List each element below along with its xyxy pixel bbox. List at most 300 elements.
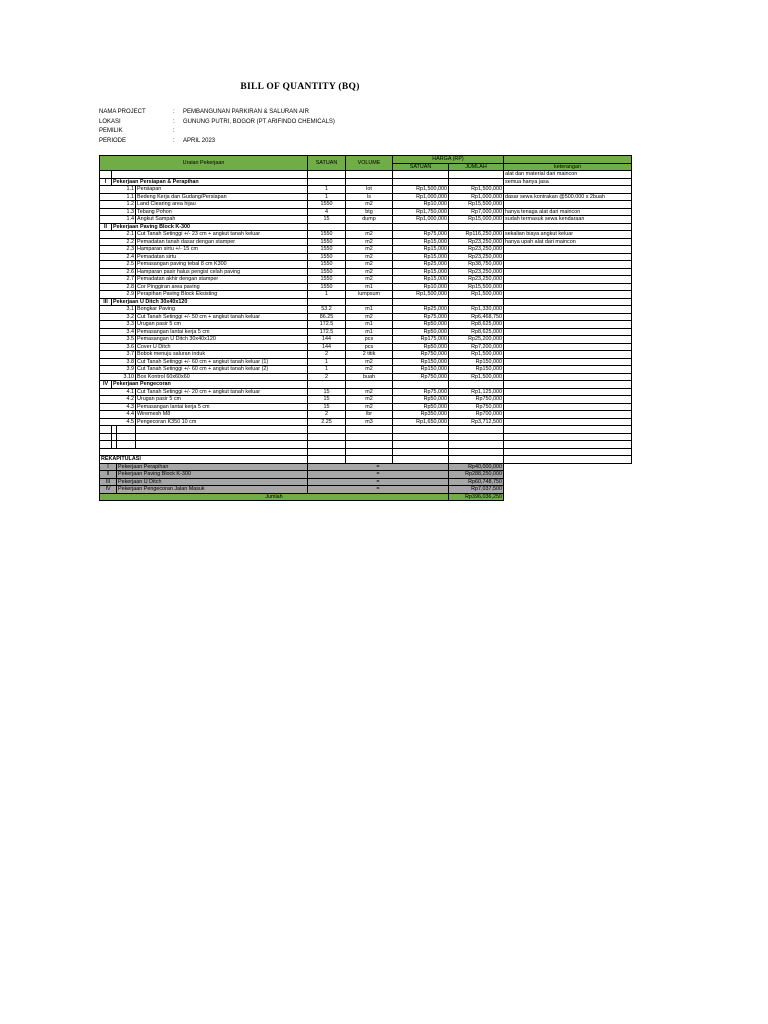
item-harga-satuan: Rp15,000 xyxy=(393,253,449,261)
item-description: Cut Tanah Setinggi +/- 23 cm + angkut tanah keluar xyxy=(136,231,308,239)
item-description: Pemasangan U Ditch 30x40x120 xyxy=(136,336,308,344)
item-satuan: 1550 xyxy=(308,261,346,269)
item-harga-satuan: Rp1,000,000 xyxy=(393,216,449,224)
item-satuan: 1550 xyxy=(308,231,346,239)
header-satuan: SATUAN xyxy=(308,156,346,171)
item-volume: m1 xyxy=(346,328,393,336)
table-cell xyxy=(449,178,504,186)
table-cell xyxy=(449,171,504,179)
item-satuan: 1550 xyxy=(308,268,346,276)
item-satuan: 2.25 xyxy=(308,418,346,426)
item-row xyxy=(100,246,632,254)
rekap-blank xyxy=(504,493,632,501)
rekap-number: III xyxy=(100,478,117,486)
rekap-number: IV xyxy=(100,486,117,494)
header-blank xyxy=(504,156,632,164)
table-cell xyxy=(308,171,346,179)
rekap-blank xyxy=(504,463,632,471)
info-row xyxy=(99,127,335,137)
table-cell xyxy=(393,171,449,179)
item-harga-satuan: Rp1,500,000 xyxy=(393,291,449,299)
item-keterangan xyxy=(504,253,632,261)
item-row xyxy=(100,336,632,344)
item-harga-satuan: Rp1,650,000 xyxy=(393,418,449,426)
table-cell xyxy=(308,223,346,231)
item-satuan: 15 xyxy=(308,216,346,224)
item-harga-satuan: Rp15,000 xyxy=(393,246,449,254)
header-harga: HARGA (RP) xyxy=(393,156,504,164)
item-keterangan xyxy=(504,306,632,314)
info-separator: : xyxy=(173,118,175,125)
table-cell xyxy=(100,433,112,441)
item-row xyxy=(100,306,632,314)
item-volume: m2 xyxy=(346,403,393,411)
item-satuan: 1550 xyxy=(308,238,346,246)
table-cell xyxy=(393,223,449,231)
item-number: 2.5 xyxy=(100,261,136,269)
item-number: 2.6 xyxy=(100,268,136,276)
item-row xyxy=(100,261,632,269)
item-harga-satuan: Rp50,000 xyxy=(393,403,449,411)
table-cell xyxy=(393,448,449,456)
table-cell xyxy=(308,298,346,306)
rekap-row xyxy=(100,463,632,471)
table-cell xyxy=(136,433,308,441)
item-row xyxy=(100,253,632,261)
table-cell xyxy=(449,441,504,449)
rekap-label: Pekerjaan U Ditch xyxy=(117,478,308,486)
table-cell xyxy=(449,381,504,389)
table-cell xyxy=(100,448,308,456)
rekap-jumlah-label: Jumlah xyxy=(100,493,449,501)
item-jumlah: Rp15,000,000 xyxy=(449,216,504,224)
item-jumlah: Rp7,000,000 xyxy=(449,208,504,216)
item-description: Urugan pasir 5 cm xyxy=(136,321,308,329)
item-description: Wiremesh M8 xyxy=(136,411,308,419)
item-jumlah: Rp25,200,000 xyxy=(449,336,504,344)
item-jumlah: Rp1,330,000 xyxy=(449,306,504,314)
table-cell xyxy=(308,448,346,456)
project-info xyxy=(99,108,335,146)
item-number: 1.4 xyxy=(100,216,136,224)
item-volume: m2 xyxy=(346,246,393,254)
item-jumlah: Rp1,125,000 xyxy=(449,388,504,396)
item-volume: ls xyxy=(346,193,393,201)
item-description: Pemasangan paving tebal 8 cm K300 xyxy=(136,261,308,269)
item-row xyxy=(100,268,632,276)
item-jumlah: Rp1,500,000 xyxy=(449,291,504,299)
empty-row xyxy=(100,448,632,456)
item-number: 3.3 xyxy=(100,321,136,329)
item-number: 3.10 xyxy=(100,373,136,381)
item-jumlah: Rp1,500,000 xyxy=(449,186,504,194)
section-number: III xyxy=(100,298,112,306)
item-volume: m2 xyxy=(346,276,393,284)
item-jumlah: Rp15,500,000 xyxy=(449,283,504,291)
table-cell xyxy=(346,448,393,456)
item-description: Pemadatan sirtu xyxy=(136,253,308,261)
keterangan-cell xyxy=(504,298,632,306)
table-cell xyxy=(393,456,449,464)
item-volume: m2 xyxy=(346,261,393,269)
item-volume: dump xyxy=(346,216,393,224)
item-number: 2.2 xyxy=(100,238,136,246)
info-row xyxy=(99,137,335,147)
item-description: Pemasangan lantai kerja 5 cm xyxy=(136,403,308,411)
item-volume: m2 xyxy=(346,366,393,374)
table-cell xyxy=(112,171,308,179)
item-harga-satuan: Rp750,000 xyxy=(393,373,449,381)
item-description: Pemasangan lantai kerja 5 cm xyxy=(136,328,308,336)
table-cell xyxy=(117,441,136,449)
blank-row xyxy=(100,171,632,179)
rekap-label: Pekerjaan Paving Block K-300 xyxy=(117,471,308,479)
item-number: 4.4 xyxy=(100,411,136,419)
item-row xyxy=(100,343,632,351)
rekap-equals: = xyxy=(308,463,449,471)
item-keterangan: sudah termasuk sewa kendaraan xyxy=(504,216,632,224)
item-description: Pemadatan tanah dasar dengan stamper xyxy=(136,238,308,246)
table-cell xyxy=(346,223,393,231)
item-number: 3.1 xyxy=(100,306,136,314)
table-cell xyxy=(449,223,504,231)
section-number: II xyxy=(100,223,112,231)
section-row xyxy=(100,381,632,389)
item-keterangan xyxy=(504,418,632,426)
table-cell xyxy=(346,381,393,389)
table-cell xyxy=(393,298,449,306)
item-jumlah: Rp1,000,000 xyxy=(449,193,504,201)
item-row xyxy=(100,238,632,246)
table-cell xyxy=(449,448,504,456)
item-number: 3.9 xyxy=(100,366,136,374)
item-harga-satuan: Rp50,000 xyxy=(393,343,449,351)
item-volume: pcs xyxy=(346,343,393,351)
item-description: Pengecoran K350 10 cm xyxy=(136,418,308,426)
info-label: NAMA PROJECT xyxy=(99,109,146,115)
rekap-number: II xyxy=(100,471,117,479)
item-description: Cut Tanah Setinggi +/- 20 cm + angkut tanah keluar xyxy=(136,388,308,396)
table-cell xyxy=(393,178,449,186)
table-cell xyxy=(100,171,112,179)
item-row xyxy=(100,358,632,366)
header-jumlah: JUMLAH xyxy=(449,163,504,171)
item-satuan: 144 xyxy=(308,343,346,351)
item-harga-satuan: Rp10,000 xyxy=(393,283,449,291)
rekap-label: Pekerjaan Pengecoran Jalan Masuk xyxy=(117,486,308,494)
header-volume: VOLUME xyxy=(346,156,393,171)
item-harga-satuan: Rp15,000 xyxy=(393,276,449,284)
item-row xyxy=(100,231,632,239)
item-satuan: 86.25 xyxy=(308,313,346,321)
item-keterangan xyxy=(504,283,632,291)
item-keterangan xyxy=(504,388,632,396)
item-jumlah: Rp6,468,750 xyxy=(449,313,504,321)
keterangan-cell xyxy=(504,223,632,231)
item-volume: btg xyxy=(346,208,393,216)
item-jumlah: Rp700,000 xyxy=(449,411,504,419)
item-number: 3.5 xyxy=(100,336,136,344)
item-number: 3.7 xyxy=(100,351,136,359)
item-harga-satuan: Rp50,000 xyxy=(393,396,449,404)
item-harga-satuan: Rp1,750,000 xyxy=(393,208,449,216)
table-cell xyxy=(117,433,136,441)
item-jumlah: Rp15,500,000 xyxy=(449,201,504,209)
table-cell xyxy=(117,426,136,434)
table-cell xyxy=(308,178,346,186)
table-cell xyxy=(308,456,346,464)
item-jumlah: Rp1,500,000 xyxy=(449,373,504,381)
item-row xyxy=(100,321,632,329)
item-description: Cover U Ditch xyxy=(136,343,308,351)
item-satuan: 53.2 xyxy=(308,306,346,314)
item-satuan: 1 xyxy=(308,358,346,366)
keterangan-cell xyxy=(504,381,632,389)
info-separator: : xyxy=(173,109,175,115)
rekap-row xyxy=(100,471,632,479)
item-satuan: 1 xyxy=(308,186,346,194)
table-cell xyxy=(100,426,112,434)
item-volume: m2 xyxy=(346,388,393,396)
item-harga-satuan: Rp1,500,000 xyxy=(393,186,449,194)
item-harga-satuan: Rp10,000 xyxy=(393,201,449,209)
table-cell xyxy=(449,426,504,434)
rekap-number: I xyxy=(100,463,117,471)
item-row xyxy=(100,216,632,224)
info-value: APRIL 2023 xyxy=(183,137,216,144)
table-cell xyxy=(136,441,308,449)
item-satuan: 1550 xyxy=(308,253,346,261)
rekap-blank xyxy=(504,486,632,494)
rekap-title: REKAPITULASI xyxy=(100,456,308,464)
item-keterangan xyxy=(504,291,632,299)
item-number: 1.1 xyxy=(100,186,136,194)
item-keterangan xyxy=(504,328,632,336)
item-number: 1.2 xyxy=(100,201,136,209)
info-value: GUNUNG PUTRI, BOGOR (PT ARIFINDO CHEMICALS) xyxy=(183,118,335,125)
item-harga-satuan: Rp750,000 xyxy=(393,351,449,359)
item-volume: lumpsum xyxy=(346,291,393,299)
header-keterangan: keterangan xyxy=(504,163,632,171)
item-jumlah: Rp150,000 xyxy=(449,366,504,374)
item-description: Perapihan Paving Block Eksisting xyxy=(136,291,308,299)
item-number: 2.3 xyxy=(100,246,136,254)
item-volume: 2 titik xyxy=(346,351,393,359)
table-cell xyxy=(346,456,393,464)
item-jumlah: Rp750,000 xyxy=(449,396,504,404)
item-satuan: 1550 xyxy=(308,246,346,254)
item-keterangan xyxy=(504,268,632,276)
item-row xyxy=(100,396,632,404)
item-jumlah: Rp3,712,500 xyxy=(449,418,504,426)
item-number: 4.5 xyxy=(100,418,136,426)
item-satuan: 1550 xyxy=(308,276,346,284)
item-keterangan xyxy=(504,201,632,209)
item-satuan: 2 xyxy=(308,411,346,419)
info-value: PEMBANGUNAN PARKIRAN & SALURAN AIR xyxy=(183,109,309,115)
info-separator: : xyxy=(173,137,175,144)
section-number: IV xyxy=(100,381,112,389)
item-row xyxy=(100,186,632,194)
item-row xyxy=(100,201,632,209)
header-harga-satuan: SATUAN xyxy=(393,163,449,171)
table-cell xyxy=(308,381,346,389)
item-jumlah: Rp150,000 xyxy=(449,358,504,366)
keterangan-cell: semua hanya jasa xyxy=(504,178,632,186)
item-description: Bobok menuju saluran induk xyxy=(136,351,308,359)
item-number: 4.3 xyxy=(100,403,136,411)
rekap-jumlah-value: Rp396,036,250 xyxy=(449,493,504,501)
item-number: 2.1 xyxy=(100,231,136,239)
item-row xyxy=(100,411,632,419)
document-title: BILL OF QUANTITY (BQ) xyxy=(240,82,360,92)
item-harga-satuan: Rp15,000 xyxy=(393,268,449,276)
item-keterangan xyxy=(504,351,632,359)
item-description: Cut Tanah Setinggi +/- 50 cm + angkut tanah keluar xyxy=(136,313,308,321)
info-row xyxy=(99,118,335,128)
section-row xyxy=(100,178,632,186)
rekap-value: Rp288,250,000 xyxy=(449,471,504,479)
item-satuan: 2 xyxy=(308,351,346,359)
item-keterangan xyxy=(504,261,632,269)
item-harga-satuan: Rp25,000 xyxy=(393,261,449,269)
rekap-row xyxy=(100,478,632,486)
table-cell xyxy=(346,441,393,449)
rekap-title-row xyxy=(100,456,632,464)
item-description: Land Clearing area hijau xyxy=(136,201,308,209)
table-cell xyxy=(504,433,632,441)
item-volume: m1 xyxy=(346,283,393,291)
item-keterangan xyxy=(504,313,632,321)
item-keterangan xyxy=(504,373,632,381)
item-number: 3.4 xyxy=(100,328,136,336)
table-cell xyxy=(504,441,632,449)
item-number: 1.3 xyxy=(100,208,136,216)
item-harga-satuan: Rp75,000 xyxy=(393,313,449,321)
table-cell xyxy=(449,433,504,441)
item-harga-satuan: Rp15,000 xyxy=(393,238,449,246)
item-keterangan xyxy=(504,343,632,351)
table-cell xyxy=(308,441,346,449)
info-separator: : xyxy=(173,128,175,135)
section-row xyxy=(100,223,632,231)
boq-table xyxy=(99,155,632,501)
item-keterangan xyxy=(504,366,632,374)
item-satuan: 2 xyxy=(308,373,346,381)
info-row xyxy=(99,108,335,118)
section-number: I xyxy=(100,178,112,186)
table-cell xyxy=(504,426,632,434)
item-harga-satuan: Rp50,000 xyxy=(393,328,449,336)
item-jumlah: Rp23,250,000 xyxy=(449,276,504,284)
item-description: Bongkar Paving xyxy=(136,306,308,314)
header-row-1 xyxy=(100,156,632,164)
item-description: Tebang Pohon xyxy=(136,208,308,216)
item-harga-satuan: Rp150,000 xyxy=(393,358,449,366)
item-jumlah: Rp23,250,000 xyxy=(449,268,504,276)
section-row xyxy=(100,298,632,306)
rekap-value: Rp7,037,500 xyxy=(449,486,504,494)
item-satuan: 4 xyxy=(308,208,346,216)
item-jumlah: Rp8,625,000 xyxy=(449,328,504,336)
table-cell xyxy=(393,426,449,434)
table-cell xyxy=(449,298,504,306)
item-keterangan xyxy=(504,396,632,404)
item-volume: lot xyxy=(346,186,393,194)
rekap-blank xyxy=(504,471,632,479)
section-title: Pekerjaan Persiapan & Perapihan xyxy=(112,178,308,186)
item-row xyxy=(100,276,632,284)
item-harga-satuan: Rp175,000 xyxy=(393,336,449,344)
item-row xyxy=(100,313,632,321)
item-harga-satuan: Rp50,000 xyxy=(393,321,449,329)
item-number: 3.8 xyxy=(100,358,136,366)
item-satuan: 15 xyxy=(308,388,346,396)
item-harga-satuan: Rp75,000 xyxy=(393,231,449,239)
rekap-equals: = xyxy=(308,486,449,494)
item-volume: m2 xyxy=(346,358,393,366)
rekap-equals: = xyxy=(308,471,449,479)
rekap-row xyxy=(100,486,632,494)
table-cell xyxy=(504,448,632,456)
item-number: 4.2 xyxy=(100,396,136,404)
item-description: Hamparan sirtu +/- 15 cm xyxy=(136,246,308,254)
item-row xyxy=(100,351,632,359)
item-jumlah: Rp7,200,000 xyxy=(449,343,504,351)
rekap-value: Rp40,000,000 xyxy=(449,463,504,471)
item-row xyxy=(100,328,632,336)
empty-row xyxy=(100,441,632,449)
item-description: Urugan pasir 5 cm xyxy=(136,396,308,404)
item-description: Pemadatan akhir dengan stamper xyxy=(136,276,308,284)
item-volume: m2 xyxy=(346,268,393,276)
item-volume: m1 xyxy=(346,306,393,314)
item-satuan: 1 xyxy=(308,366,346,374)
item-volume: m2 xyxy=(346,231,393,239)
item-volume: m2 xyxy=(346,238,393,246)
item-volume: m3 xyxy=(346,418,393,426)
item-keterangan: sekalian biaya angkut keluar xyxy=(504,231,632,239)
item-satuan: 1550 xyxy=(308,283,346,291)
item-jumlah: Rp1,500,000 xyxy=(449,351,504,359)
item-harga-satuan: Rp150,000 xyxy=(393,366,449,374)
keterangan-note: alat dan material dari maincon xyxy=(504,171,632,179)
table-cell xyxy=(346,298,393,306)
item-jumlah: Rp23,250,000 xyxy=(449,246,504,254)
item-keterangan xyxy=(504,358,632,366)
item-number: 3.2 xyxy=(100,313,136,321)
item-satuan: 1 xyxy=(308,291,346,299)
item-keterangan xyxy=(504,411,632,419)
item-volume: m2 xyxy=(346,313,393,321)
item-number: 3.6 xyxy=(100,343,136,351)
item-description: Box Kontrol 60x60x60 xyxy=(136,373,308,381)
item-row xyxy=(100,373,632,381)
table-cell xyxy=(504,456,632,464)
rekap-blank xyxy=(504,478,632,486)
item-jumlah: Rp750,000 xyxy=(449,403,504,411)
table-cell xyxy=(449,456,504,464)
item-keterangan xyxy=(504,403,632,411)
header-uraian: Uraian Pekerjaan xyxy=(100,156,308,171)
section-title: Pekerjaan U Ditch 30x40x120 xyxy=(112,298,308,306)
item-description: Angkut Sampah xyxy=(136,216,308,224)
table-cell xyxy=(393,441,449,449)
table-cell xyxy=(346,433,393,441)
item-harga-satuan: Rp1,000,000 xyxy=(393,193,449,201)
table-cell xyxy=(346,171,393,179)
table-cell xyxy=(308,433,346,441)
